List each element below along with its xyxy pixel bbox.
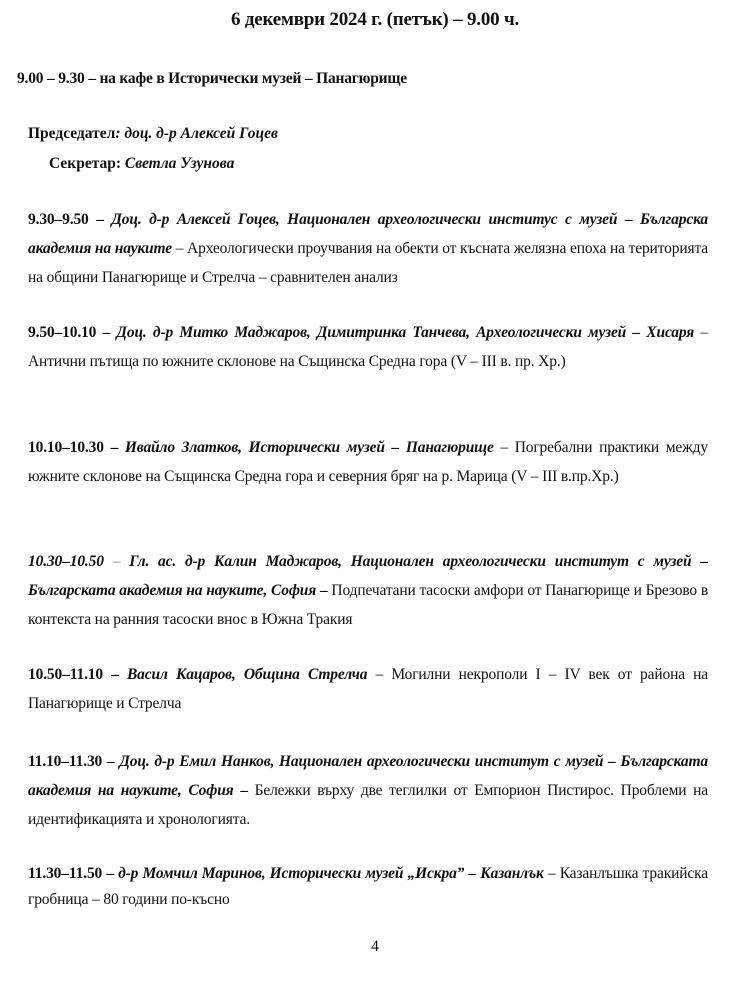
- entry-author: Доц. д-р Митко Маджаров, Димитринка Танчева, Археологически музей – Хисаря: [116, 324, 695, 341]
- entry-separator: –: [694, 324, 708, 341]
- chair-line: [28, 124, 278, 144]
- entry-time: 11.30–11.50: [28, 865, 103, 882]
- entry-author: Васил Кацаров, Община Стрелча: [126, 666, 368, 683]
- entry-author: Доц. д-р Алексей Гоцев, Национален археологически институс с музей – Българска академия на науките: [28, 211, 708, 257]
- secretary-label: Секретар:: [49, 155, 125, 172]
- entry-time: 9.50–10.10: [28, 324, 97, 341]
- program-entry: [28, 318, 708, 376]
- entry-time: 10.50–11.10: [28, 666, 103, 683]
- entry-time: 10.30–10.50: [28, 553, 104, 570]
- secretary-name: Светла Узунова: [124, 155, 235, 172]
- program-entry: [28, 433, 708, 491]
- program-entry: [28, 660, 708, 718]
- entry-separator: –: [493, 439, 515, 456]
- chair-label: Председател: [28, 125, 116, 142]
- entry-time: 11.10–11.30: [28, 753, 103, 770]
- entry-title: Погребални практики между южните склонове на Същинска Средна гора и северния бряг на р. Марица (V – III в.пр.Хр.): [28, 439, 708, 485]
- entry-separator: –: [103, 553, 130, 570]
- page-number: 4: [371, 938, 379, 955]
- entry-title: Антични пътища по южните склонове на Същинска Средна гора (V – III в. пр. Хр.): [28, 353, 566, 370]
- entry-separator: –: [96, 324, 117, 341]
- entry-author: Ивайло Златков, Исторически музей – Панагюрище: [124, 439, 494, 456]
- entry-author: Гл. ас. д-р Калин Маджаров, Национален археологически институт с музей – Българската академия на науките, София: [28, 553, 708, 599]
- program-entry: [28, 747, 708, 834]
- entry-separator: –: [543, 865, 560, 882]
- chair-colon: :: [115, 125, 121, 142]
- page-heading: 6 декември 2024 г. (петък) – 9.00 ч.: [230, 9, 520, 30]
- entry-title: Казанлъшка тракийска гробница – 80 години по-късно: [28, 865, 708, 908]
- entry-separator: –: [171, 240, 188, 257]
- entry-separator: –: [316, 582, 332, 599]
- entry-time: 9.30–9.50: [28, 211, 89, 228]
- secretary-line: [49, 154, 234, 174]
- entry-separator: –: [88, 211, 112, 228]
- entry-separator: –: [233, 782, 255, 799]
- entry-separator: –: [103, 439, 125, 456]
- entry-title: Бележки върху две теглилки от Емпорион Пистирос. Проблеми на идентификацията и хронологията.: [28, 782, 708, 828]
- program-entry: [28, 547, 708, 634]
- entry-title: Подпечатани тасоски амфори от Панагюрище и Брезово в контекста на ранния тасоски внос в Южна Тракия: [28, 582, 708, 628]
- program-entry: [28, 861, 708, 913]
- coffee-break-line: 9.00 – 9.30 – на кафе в Исторически музей – Панагюрище: [17, 70, 407, 87]
- entry-time: 10.10–10.30: [28, 439, 104, 456]
- entry-author: д-р Момчил Маринов, Исторически музей „Искра” – Казанлък: [118, 865, 544, 882]
- chair-name: доц. д-р Алексей Гоцев: [120, 125, 278, 142]
- entry-separator: –: [102, 865, 119, 882]
- entry-author: Доц. д-р Емил Нанков, Национален археологически институт с музей – Българската академия на науките, София: [28, 753, 708, 799]
- entry-title: Археологически проучвания на обекти от късната желязна епоха на територията на общини Панагюрище и Стрелча – сравнителен анализ: [28, 240, 708, 286]
- entry-title: Могилни некрополи I – IV век от района на Панагюрище и Стрелча: [28, 666, 708, 712]
- entry-separator: –: [367, 666, 392, 683]
- program-entry: [28, 205, 708, 292]
- entry-separator: –: [103, 666, 127, 683]
- entry-separator: –: [102, 753, 120, 770]
